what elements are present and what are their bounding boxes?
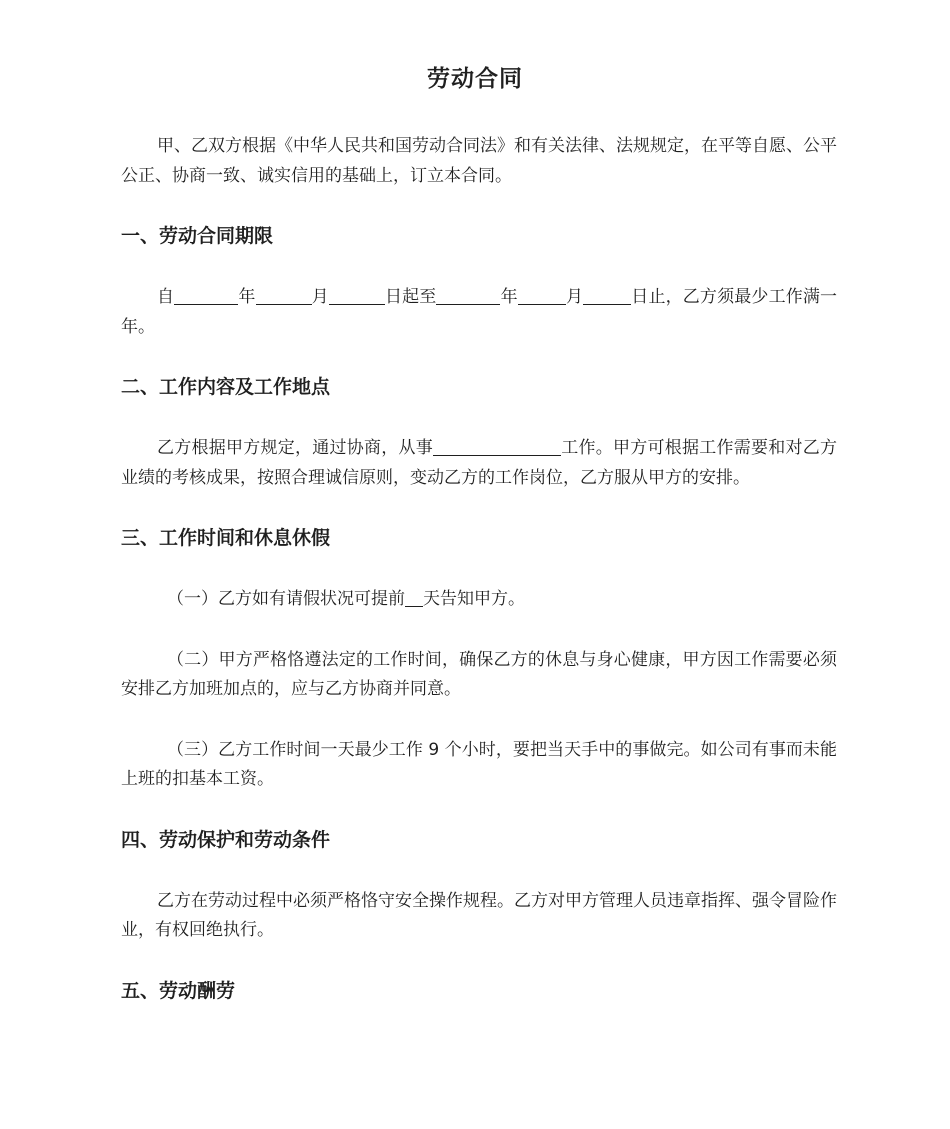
term-text-month-2: 月 [565, 287, 584, 307]
section-4-heading: 四、劳动保护和劳动条件 [121, 828, 331, 851]
intro-paragraph: 甲、乙双方根据《中华人民共和国劳动合同法》和有关法律、法规规定，在平等自愿、公平公正、协商一致、诚实信用的基础上，订立本合同。 [121, 136, 837, 186]
start-day-blank[interactable] [329, 287, 385, 305]
document-title: 劳动合同 [427, 66, 523, 92]
section-3-item-2: （二）甲方严格恪遵法定的工作时间，确保乙方的休息与身心健康，甲方因工作需要必须安排乙方加班加点的，应与乙方协商并同意。 [121, 649, 837, 699]
leave-text-before: （一）乙方如有请假状况可提前 [167, 589, 405, 609]
section-3-item-1 [121, 585, 837, 615]
section-1-paragraph [121, 283, 837, 342]
section-3-heading: 三、工作时间和休息休假 [121, 527, 331, 549]
term-text-year-2: 年 [500, 287, 518, 307]
term-text-from: 自 [157, 287, 175, 307]
term-text-month-1: 月 [311, 287, 329, 307]
work-text-after: 工作。甲方可根据工作需要和对乙方业绩的考核成果，按照合理诚信原则，变动乙方的工作岗位，乙方服从甲方的安排。 [121, 438, 837, 488]
section-4-paragraph: 乙方在劳动过程中必须严格恪守安全操作规程。乙方对甲方管理人员违章指挥、强令冒险作业，有权回绝执行。 [121, 890, 837, 940]
section-5-heading: 五、劳动酬劳 [121, 979, 236, 1002]
section-2-paragraph [121, 434, 837, 493]
leave-days-blank[interactable] [405, 589, 423, 607]
section-2-heading: 二、工作内容及工作地点 [121, 376, 331, 398]
document-body [121, 132, 837, 1006]
term-text-until: 日起至 [384, 287, 437, 307]
section-3-item-3: （三）乙方工作时间一天最少工作 9 个小时，要把当天手中的事做完。如公司有事而未能上班的扣基本工资。 [121, 739, 837, 789]
work-text-before: 乙方根据甲方规定，通过协商，从事 [157, 438, 433, 458]
start-year-blank[interactable] [174, 287, 238, 305]
job-title-blank[interactable] [433, 438, 561, 456]
end-month-blank[interactable] [518, 287, 566, 305]
term-text-year-1: 年 [238, 287, 256, 307]
section-1-heading: 一、劳动合同期限 [121, 225, 274, 247]
term-text-rest: 日止，乙方须最少工作满一年。 [121, 287, 838, 337]
leave-text-after: 天告知甲方。 [423, 589, 525, 609]
end-day-blank[interactable] [583, 287, 631, 305]
end-year-blank[interactable] [436, 287, 500, 305]
start-month-blank[interactable] [256, 287, 312, 305]
